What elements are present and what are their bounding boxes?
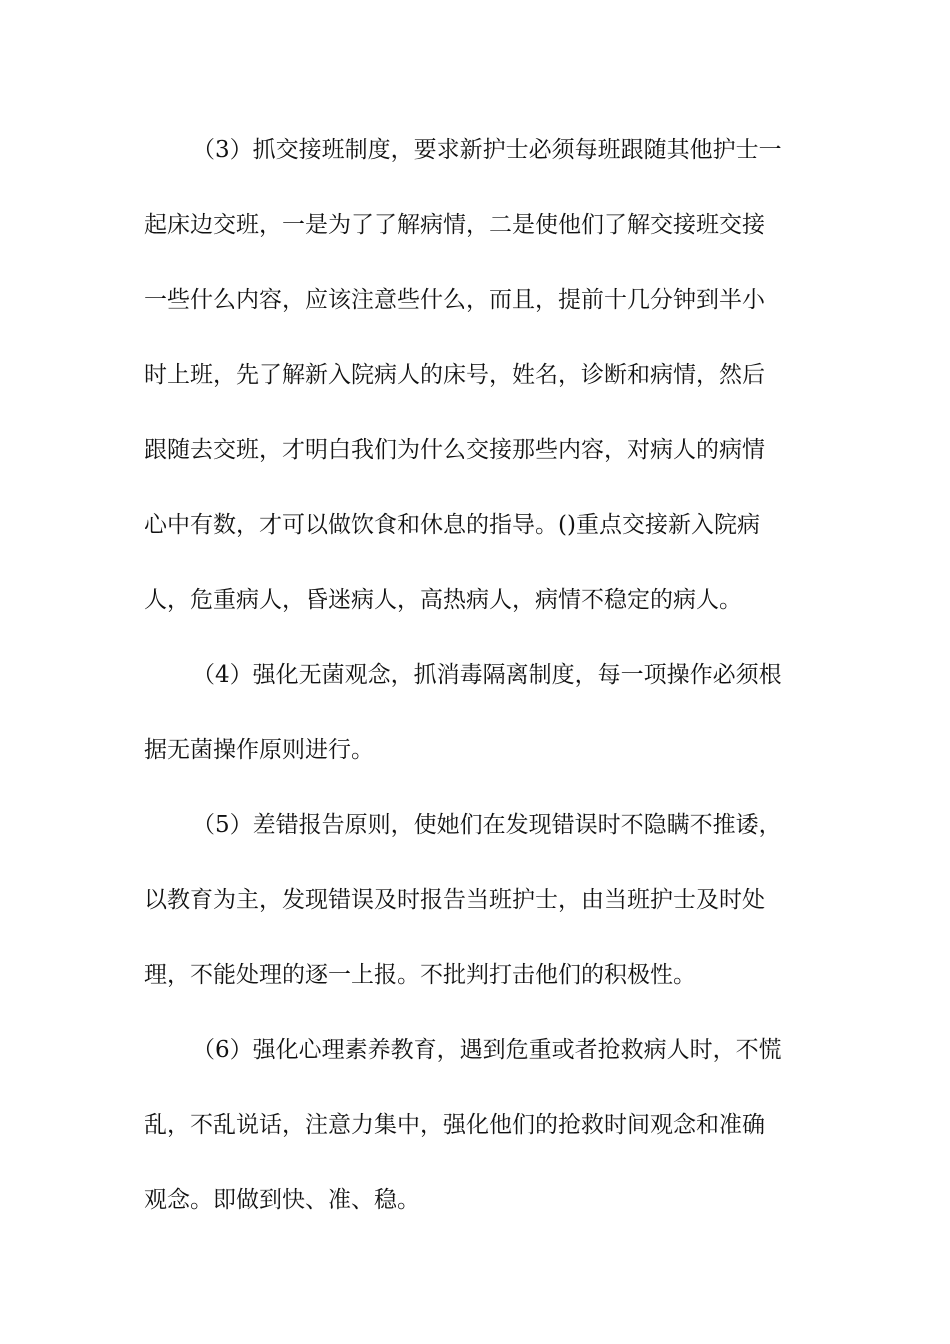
paragraph-5-line-1: （5）差错报告原则，使她们在发现错误时不隐瞒不推诿， bbox=[192, 812, 782, 838]
paragraph-3-line-1: （3）抓交接班制度，要求新护士必须每班跟随其他护士一 bbox=[192, 137, 782, 163]
paragraph-5-line-2: 以教育为主，发现错误及时报告当班护士，由当班护士及时处 bbox=[144, 887, 765, 913]
paragraph-3-line-3: 一些什么内容，应该注意些什么，而且，提前十几分钟到半小 bbox=[144, 287, 765, 313]
paragraph-3-line-2: 起床边交班，一是为了了解病情，二是使他们了解交接班交接 bbox=[144, 212, 765, 238]
paragraph-3-line-5: 跟随去交班，才明白我们为什么交接那些内容，对病人的病情 bbox=[144, 437, 765, 463]
paragraph-6-line-1: （6）强化心理素养教育，遇到危重或者抢救病人时，不慌 bbox=[192, 1037, 782, 1063]
paragraph-4-line-2: 据无菌操作原则进行。 bbox=[144, 737, 374, 763]
paragraph-6-line-2: 乱，不乱说话，注意力集中，强化他们的抢救时间观念和准确 bbox=[144, 1112, 765, 1138]
paragraph-4-line-1: （4）强化无菌观念，抓消毒隔离制度，每一项操作必须根 bbox=[192, 662, 782, 688]
paragraph-6-line-3: 观念。即做到快、准、稳。 bbox=[144, 1187, 420, 1213]
paragraph-5-line-3: 理，不能处理的逐一上报。不批判打击他们的积极性。 bbox=[144, 962, 696, 988]
paragraph-3-line-7: 人，危重病人，昏迷病人，高热病人，病情不稳定的病人。 bbox=[144, 587, 742, 613]
paragraph-3-line-4: 时上班，先了解新入院病人的床号，姓名，诊断和病情，然后 bbox=[144, 362, 765, 388]
paragraph-3-line-6: 心中有数，才可以做饮食和休息的指导。()重点交接新入院病 bbox=[144, 512, 760, 538]
